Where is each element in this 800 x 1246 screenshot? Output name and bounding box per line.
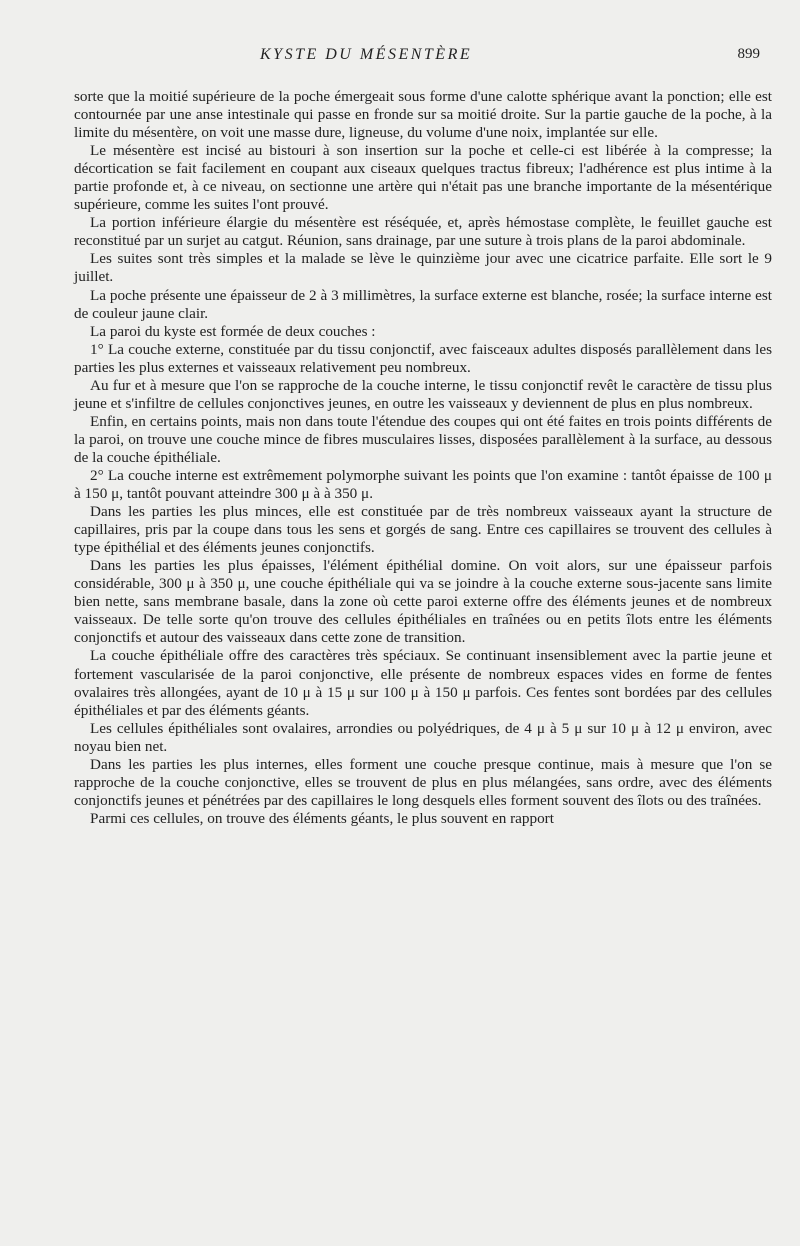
- paragraph: Dans les parties les plus internes, elles forment une couche presque continue, mais à mesure que l'on se rapproche de la couche conjonctive, elles se trouvent de plus en plus mélangées, sans ordre, avec des éléments conjonctifs jeunes et pénétrées par des capillaires le long desquels elles forment souvent des îlots ou des traînées.: [74, 755, 772, 809]
- body-text: [74, 88, 772, 828]
- paragraph: 1° La couche externe, constituée par du tissu conjonctif, avec faisceaux adultes disposés parallèlement dans les parties les plus externes et vaisseaux relativement peu nombreux.: [74, 340, 772, 376]
- page-number: 899: [737, 46, 760, 62]
- paragraph: La paroi du kyste est formée de deux couches :: [90, 322, 376, 340]
- paragraph: 2° La couche interne est extrêmement polymorphe suivant les points que l'on examine : tantôt épaisse de 100 μ à 150 μ, tantôt pouvant atteindre 300 μ à à 350 μ.: [74, 466, 772, 503]
- paragraph: Les cellules épithéliales sont ovalaires, arrondies ou polyédriques, de 4 μ à 5 μ sur 10 μ à 12 μ environ, avec noyau bien net.: [74, 719, 772, 755]
- paragraph: Dans les parties les plus épaisses, l'élément épithélial domine. On voit alors, sur une épaisseur parfois considérable, 300 μ à 350 μ, une couche épithéliale qui va se joindre à la couche externe sous-jacente sans limite bien nette, sans membrane basale, dans la zone où cette paroi externe offre des éléments jeunes et de nombreux vaisseaux. De telle sorte qu'on trouve des cellules épithéliales en traînées ou en petits îlots entre les éléments conjonctifs et autour des vaisseaux dans cette zone de transition.: [74, 557, 772, 647]
- paragraph: Enfin, en certains points, mais non dans toute l'étendue des coupes qui ont été faites en trois points différents de la paroi, on trouve une couche mince de fibres musculaires lisses, disposées parallèlement à la surface, au dessous de la couche épithéliale.: [74, 412, 772, 466]
- paragraph: La couche épithéliale offre des caractères très spéciaux. Se continuant insensiblement avec la partie jeune et fortement vascularisée de la paroi conjonctive, elle présente de nombreux espaces vides en forme de fentes ovalaires très allongées, ayant de 10 μ à 15 μ sur 100 μ à 150 μ parfois. Ces fentes sont bordées par des cellules épithéliales et par des éléments géants.: [74, 647, 772, 719]
- running-title: KYSTE DU MÉSENTÈRE: [260, 46, 473, 63]
- page-header: [74, 40, 770, 70]
- paragraph: Au fur et à mesure que l'on se rapproche de la couche interne, le tissu conjonctif revêt le caractère de tissu plus jeune et s'infiltre de cellules conjonctives jeunes, en outre les vaisseaux y deviennent de plus en plus nombreux.: [74, 376, 772, 412]
- paragraph: Dans les parties les plus minces, elle est constituée par de très nombreux vaisseaux ayant la structure de capillaires, pris par la coupe dans tous les sens et gorgés de sang. Entre ces capillaires se trouvent des cellules à type épithélial et des éléments jeunes conjonctifs.: [74, 503, 772, 557]
- paragraph: Le mésentère est incisé au bistouri à son insertion sur la poche et celle-ci est libérée à la compresse; la décortication se fait facilement en coupant aux ciseaux quelques tractus fibreux; l'adhérence est plus intime à la partie profonde et, à ce niveau, on sectionne une artère qui n'était pas une branche importante de la mésentérique supérieure, comme les suites l'ont prouvé.: [74, 142, 772, 214]
- paragraph: La poche présente une épaisseur de 2 à 3 millimètres, la surface externe est blanche, rosée; la surface interne est de couleur jaune clair.: [74, 286, 772, 322]
- paragraph: Parmi ces cellules, on trouve des éléments géants, le plus souvent en rapport: [90, 809, 554, 827]
- paragraph: La portion inférieure élargie du mésentère est réséquée, et, après hémostase complète, le feuillet gauche est reconstitué par un surjet au catgut. Réunion, sans drainage, par une suture à trois plans de la paroi abdominale.: [74, 214, 772, 250]
- paragraph: sorte que la moitié supérieure de la poche émergeait sous forme d'une calotte sphérique avant la ponction; elle est contournée par une anse intestinale qui passe en fronde sur sa moitié droite. Sur la partie gauche de la poche, à la limite du mésentère, on voit une masse dure, ligneuse, du volume d'une noix, implantée sur elle.: [74, 88, 772, 142]
- paragraph: Les suites sont très simples et la malade se lève le quinzième jour avec une cicatrice parfaite. Elle sort le 9 juillet.: [74, 250, 772, 286]
